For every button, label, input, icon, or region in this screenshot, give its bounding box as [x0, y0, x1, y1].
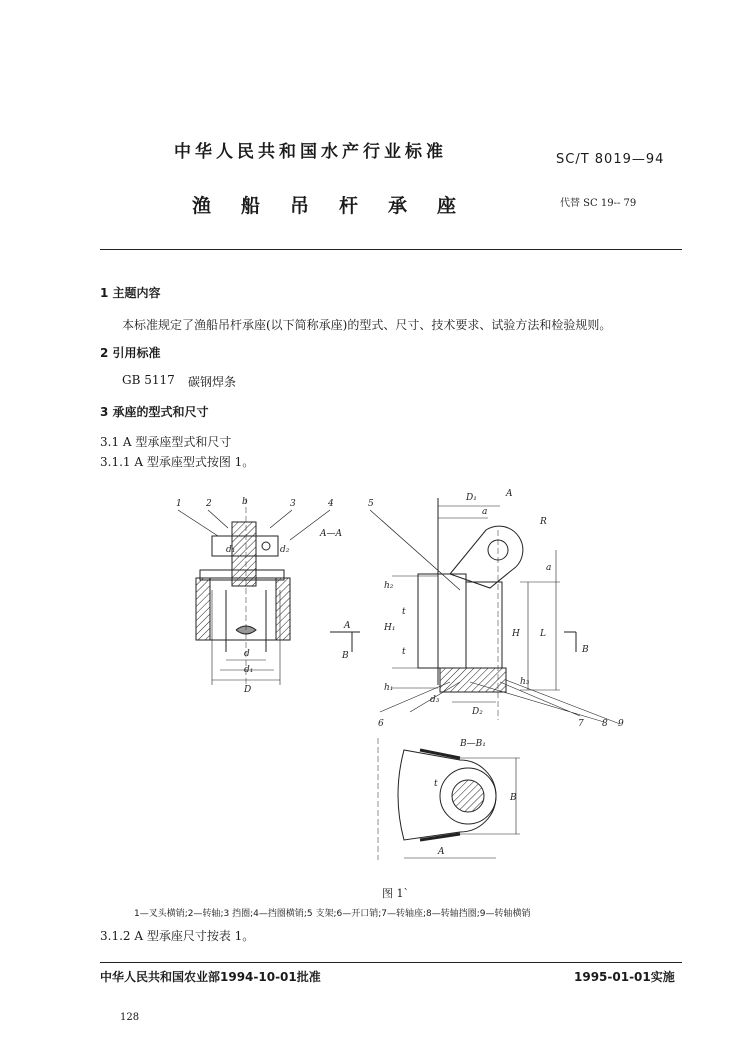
- callout-4: 4: [328, 499, 334, 509]
- label-a-marker: A: [344, 621, 351, 631]
- label-d: d: [244, 649, 250, 659]
- callout-3: 3: [290, 499, 296, 509]
- label-A: A: [506, 489, 513, 499]
- callout-7: 7: [578, 719, 584, 729]
- replaces-note: 代替 SC 19-- 79: [560, 198, 637, 209]
- figure-1-drawing: [0, 470, 750, 890]
- label-h1: h₁: [384, 683, 394, 693]
- label-H: H: [512, 629, 520, 639]
- label-R: R: [540, 517, 547, 527]
- section-1-text: 本标准规定了渔船吊杆承座(以下简称承座)的型式、尺寸、技术要求、试验方法和检验规则。: [122, 318, 612, 332]
- callout-6: 6: [378, 719, 384, 729]
- section-3-heading: 3 承座的型式和尺寸: [100, 405, 209, 419]
- label-t: t: [402, 607, 406, 617]
- footer-rule: [100, 962, 682, 963]
- label-h2: h₂: [384, 581, 394, 591]
- figure-caption: 图 1`: [382, 887, 409, 900]
- left-view: [178, 498, 330, 685]
- label-section-bb: B—B₁: [460, 739, 486, 749]
- right-view: [370, 498, 620, 724]
- label-D: D: [244, 685, 252, 695]
- footer-approved: 中华人民共和国农业部1994-10-01批准: [100, 970, 321, 984]
- standard-code: SC/T 8019—94: [556, 152, 665, 167]
- label-d3: d₃: [430, 695, 440, 705]
- label-a-right: a: [546, 563, 552, 573]
- section-bb-view: [378, 738, 520, 860]
- section-3-1-1: 3.1.1 A 型承座型式按图 1。: [100, 455, 255, 469]
- label-a: a: [482, 507, 488, 517]
- callout-5: 5: [368, 499, 374, 509]
- label-A-bb: A: [438, 847, 445, 857]
- section-3-1-2: 3.1.2 A 型承座尺寸按表 1。: [100, 929, 255, 943]
- standard-title: 中华人民共和国水产行业标准: [174, 142, 447, 162]
- section-3-1: 3.1 A 型承座型式和尺寸: [100, 435, 232, 449]
- label-B-bb: B: [510, 793, 517, 803]
- section-marks: [330, 632, 360, 652]
- callout-8: 8: [602, 719, 608, 729]
- label-b-marker: B: [342, 651, 349, 661]
- footer-effective: 1995-01-01实施: [574, 970, 675, 984]
- section-2-ref-code: GB 5117: [122, 373, 175, 387]
- page-number: 128: [120, 1012, 140, 1023]
- figure-legend: 1—叉头横销;2—转轴;3 挡圈;4—挡圈横销;5 支架;6—开口销;7—转轴座;8—转轴挡圈;9—转轴横销: [134, 909, 531, 919]
- section-1-heading: 1 主题内容: [100, 286, 161, 300]
- header-rule: [100, 249, 682, 250]
- label-b: b: [242, 497, 248, 507]
- label-h3: h₃: [520, 677, 530, 687]
- label-d1: d₁: [226, 545, 236, 555]
- callout-1: 1: [176, 499, 182, 509]
- label-section-aa: A—A: [320, 529, 342, 539]
- label-L: L: [540, 629, 546, 639]
- label-B: B: [582, 645, 589, 655]
- label-t-lower: t: [402, 647, 406, 657]
- label-D2: D₂: [472, 707, 483, 717]
- section-2-heading: 2 引用标准: [100, 346, 161, 360]
- section-2-ref-name: 碳钢焊条: [188, 375, 237, 389]
- callout-9: 9: [618, 719, 624, 729]
- label-t-bb: t: [434, 779, 438, 789]
- label-D1: D₁: [466, 493, 477, 503]
- label-d2: d₂: [280, 545, 290, 555]
- document-title: 渔船吊杆承座: [192, 195, 487, 217]
- callout-2: 2: [206, 499, 212, 509]
- label-H1: H₁: [384, 623, 396, 633]
- label-d-small: d₁: [244, 665, 254, 675]
